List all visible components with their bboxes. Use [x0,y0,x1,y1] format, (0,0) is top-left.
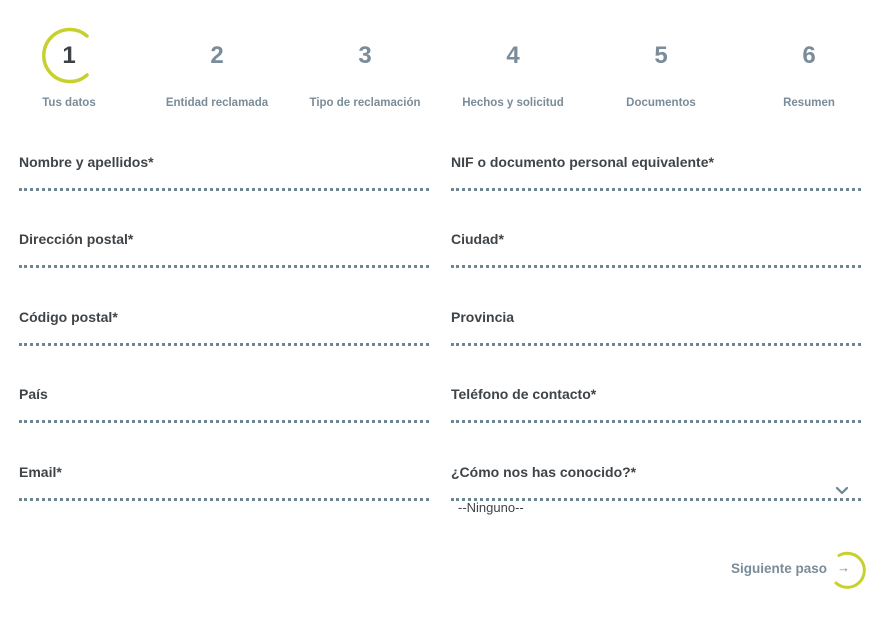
step-number: 1 [62,42,76,69]
button-ring-icon [829,549,869,589]
step-label: Resumen [783,97,835,109]
referral-field [451,464,861,524]
phone-underline [451,420,861,423]
postal-code-underline [19,343,429,346]
nif-input[interactable] [451,174,861,194]
phone-label: Teléfono de contacto* [451,386,597,402]
email-field [19,464,429,524]
progress-stepper [0,0,879,120]
chevron-down-icon [835,486,849,496]
postal-code-label: Código postal* [19,309,118,325]
phone-input[interactable] [451,406,861,426]
address-underline [19,265,429,268]
country-field [19,386,429,446]
country-input[interactable] [19,406,429,426]
next-step-button[interactable] [728,548,870,590]
step-tipo-de-reclamacion[interactable] [290,0,440,120]
step-number: 3 [358,42,372,69]
province-input[interactable] [451,329,861,349]
referral-label: ¿Cómo nos has conocido?* [451,464,637,480]
nif-field [451,154,861,214]
name-label: Nombre y apellidos* [19,154,154,170]
country-underline [19,420,429,423]
address-label: Dirección postal* [19,231,134,247]
address-field [19,231,429,291]
address-input[interactable] [19,251,429,271]
province-field [451,309,861,369]
country-label: País [19,386,48,402]
email-input[interactable] [19,484,429,504]
province-label: Provincia [451,309,515,325]
step-number: 4 [506,42,520,69]
postal-code-field [19,309,429,369]
arrow-right-icon: → [837,560,850,575]
step-label: Entidad reclamada [165,97,269,109]
postal-code-input[interactable] [19,329,429,349]
referral-underline [451,498,861,501]
city-underline [451,265,861,268]
name-field [19,154,429,214]
step-hechos-y-solicitud[interactable] [438,0,588,120]
nif-underline [451,188,861,191]
nif-label: NIF o documento personal equivalente* [451,154,714,170]
step-label: Hechos y solicitud [462,97,564,109]
step-label: Documentos [626,97,696,109]
step-label: Tus datos [42,97,96,109]
name-underline [19,188,429,191]
step-resumen[interactable] [734,0,879,120]
city-field [451,231,861,291]
phone-field [451,386,861,446]
name-input[interactable] [19,174,429,194]
email-label: Email* [19,464,62,480]
step-number: 6 [802,42,816,69]
step-documentos[interactable] [586,0,736,120]
step-number: 2 [210,42,224,69]
city-input[interactable] [451,251,861,271]
step-tus-datos[interactable] [0,0,144,120]
step-entidad-reclamada[interactable] [142,0,292,120]
step-number: 5 [654,42,668,69]
step-label: Tipo de reclamación [309,97,421,109]
city-label: Ciudad* [451,231,504,247]
province-underline [451,343,861,346]
referral-selected-value: --Ninguno-- [458,500,524,515]
email-underline [19,498,429,501]
next-step-label: Siguiente paso [731,561,828,576]
